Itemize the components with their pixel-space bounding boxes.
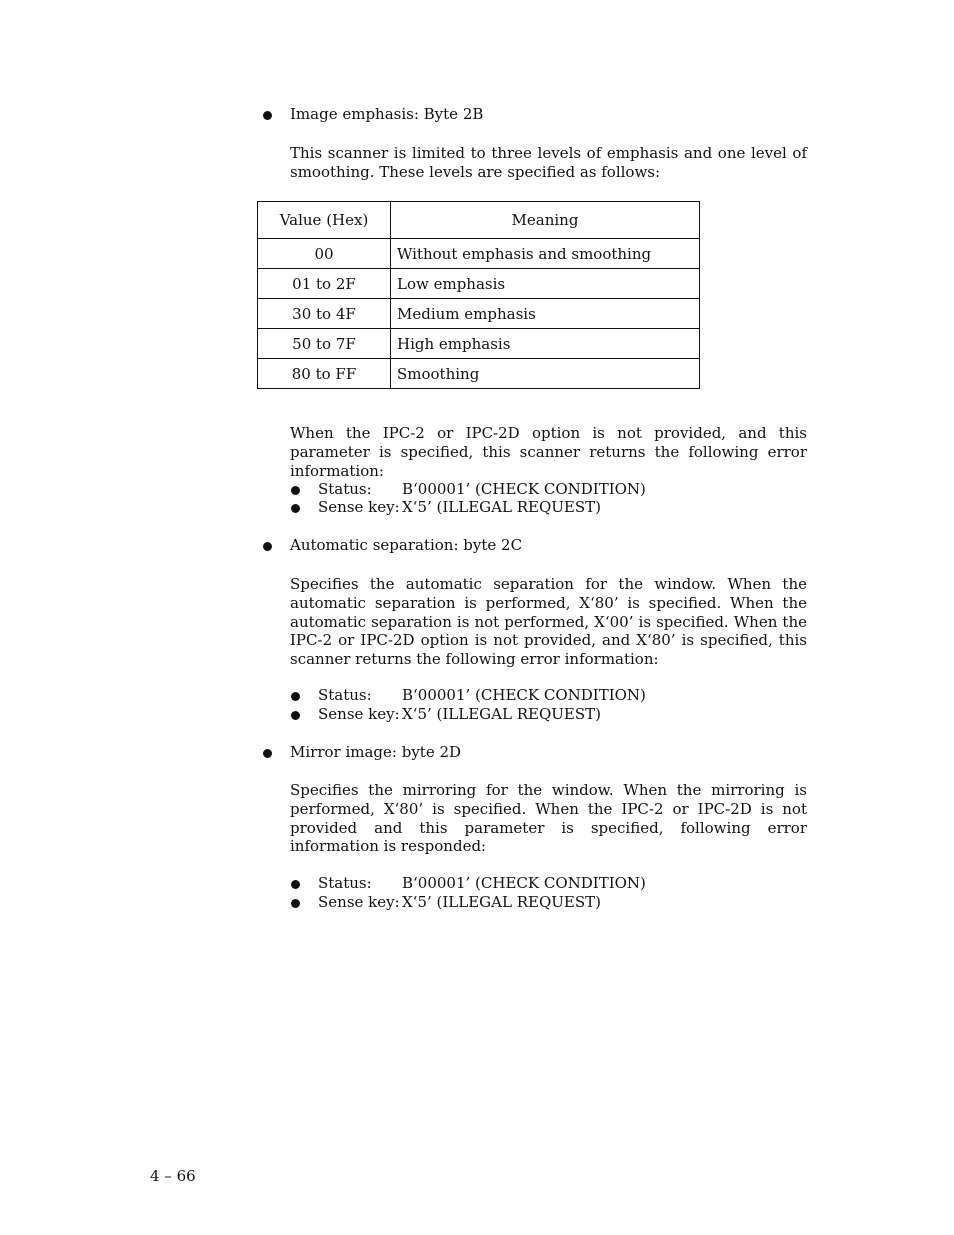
error-label-sense-key: Sense key: [318,893,400,911]
section-heading-mirror-image: Mirror image: byte 2D [290,743,462,761]
page-number: 4 – 66 [150,1167,196,1185]
error-value-sense-key: X‘5’ (ILLEGAL REQUEST) [402,893,601,911]
section-heading-automatic-separation: Automatic separation: byte 2C [290,536,523,554]
section-heading-image-emphasis: Image emphasis: Byte 2B [290,105,484,123]
table-row [258,269,700,299]
error-value-sense-key: X‘5’ (ILLEGAL REQUEST) [402,498,601,516]
table-header-value: Value (Hex) [258,202,391,239]
image-emphasis-error-intro [290,424,807,480]
bullet-icon [291,504,300,513]
mirror-image-body [290,781,807,856]
table-header-meaning: Meaning [391,202,700,239]
table-row [258,359,700,389]
automatic-separation-body-text: Specifies the automatic separation for the window. When the automatic separation is performed, X‘80’ is specified. When the automatic separation is not performed, X‘00’ is specified. When the IPC-2 or IPC-2D option is not provided, and X‘80’ is specified, this scanner returns the following error information: [290,575,807,669]
error-value-status: B‘00001’ (CHECK CONDITION) [402,686,646,704]
bullet-icon [291,899,300,908]
table-row [258,329,700,359]
image-emphasis-intro-text: This scanner is limited to three levels of emphasis and one level of smoothing. These levels are specified as follows: [290,144,807,181]
mirror-image-body-text: Specifies the mirroring for the window. When the mirroring is performed, X‘80’ is specified. When the IPC-2 or IPC-2D is not provided and this parameter is specified, following error information is responded: [290,781,807,856]
image-emphasis-intro [290,144,807,182]
bullet-icon [291,711,300,720]
table-cell-value: 00 [258,239,391,269]
table-cell-meaning: Without emphasis and smoothing [391,239,700,269]
image-emphasis-error-intro-text: When the IPC-2 or IPC-2D option is not provided, and this parameter is specified, this scanner returns the following error information: [290,424,807,480]
error-label-status: Status: [318,686,372,704]
error-value-status: B‘00001’ (CHECK CONDITION) [402,874,646,892]
table-header-row [258,202,700,239]
bullet-icon [263,111,272,120]
table-row [258,299,700,329]
bullet-icon [291,692,300,701]
table-cell-value: 80 to FF [258,359,391,389]
error-label-sense-key: Sense key: [318,498,400,516]
emphasis-table [257,201,700,389]
table-cell-value: 01 to 2F [258,269,391,299]
error-label-sense-key: Sense key: [318,705,400,723]
bullet-icon [263,542,272,551]
bullet-icon [263,749,272,758]
error-value-sense-key: X‘5’ (ILLEGAL REQUEST) [402,705,601,723]
table-cell-meaning: Smoothing [391,359,700,389]
table-cell-meaning: High emphasis [391,329,700,359]
error-label-status: Status: [318,480,372,498]
table-cell-value: 50 to 7F [258,329,391,359]
error-value-status: B‘00001’ (CHECK CONDITION) [402,480,646,498]
automatic-separation-body [290,575,807,669]
error-label-status: Status: [318,874,372,892]
table-row [258,239,700,269]
table-cell-meaning: Low emphasis [391,269,700,299]
bullet-icon [291,486,300,495]
table-cell-meaning: Medium emphasis [391,299,700,329]
bullet-icon [291,880,300,889]
table-cell-value: 30 to 4F [258,299,391,329]
